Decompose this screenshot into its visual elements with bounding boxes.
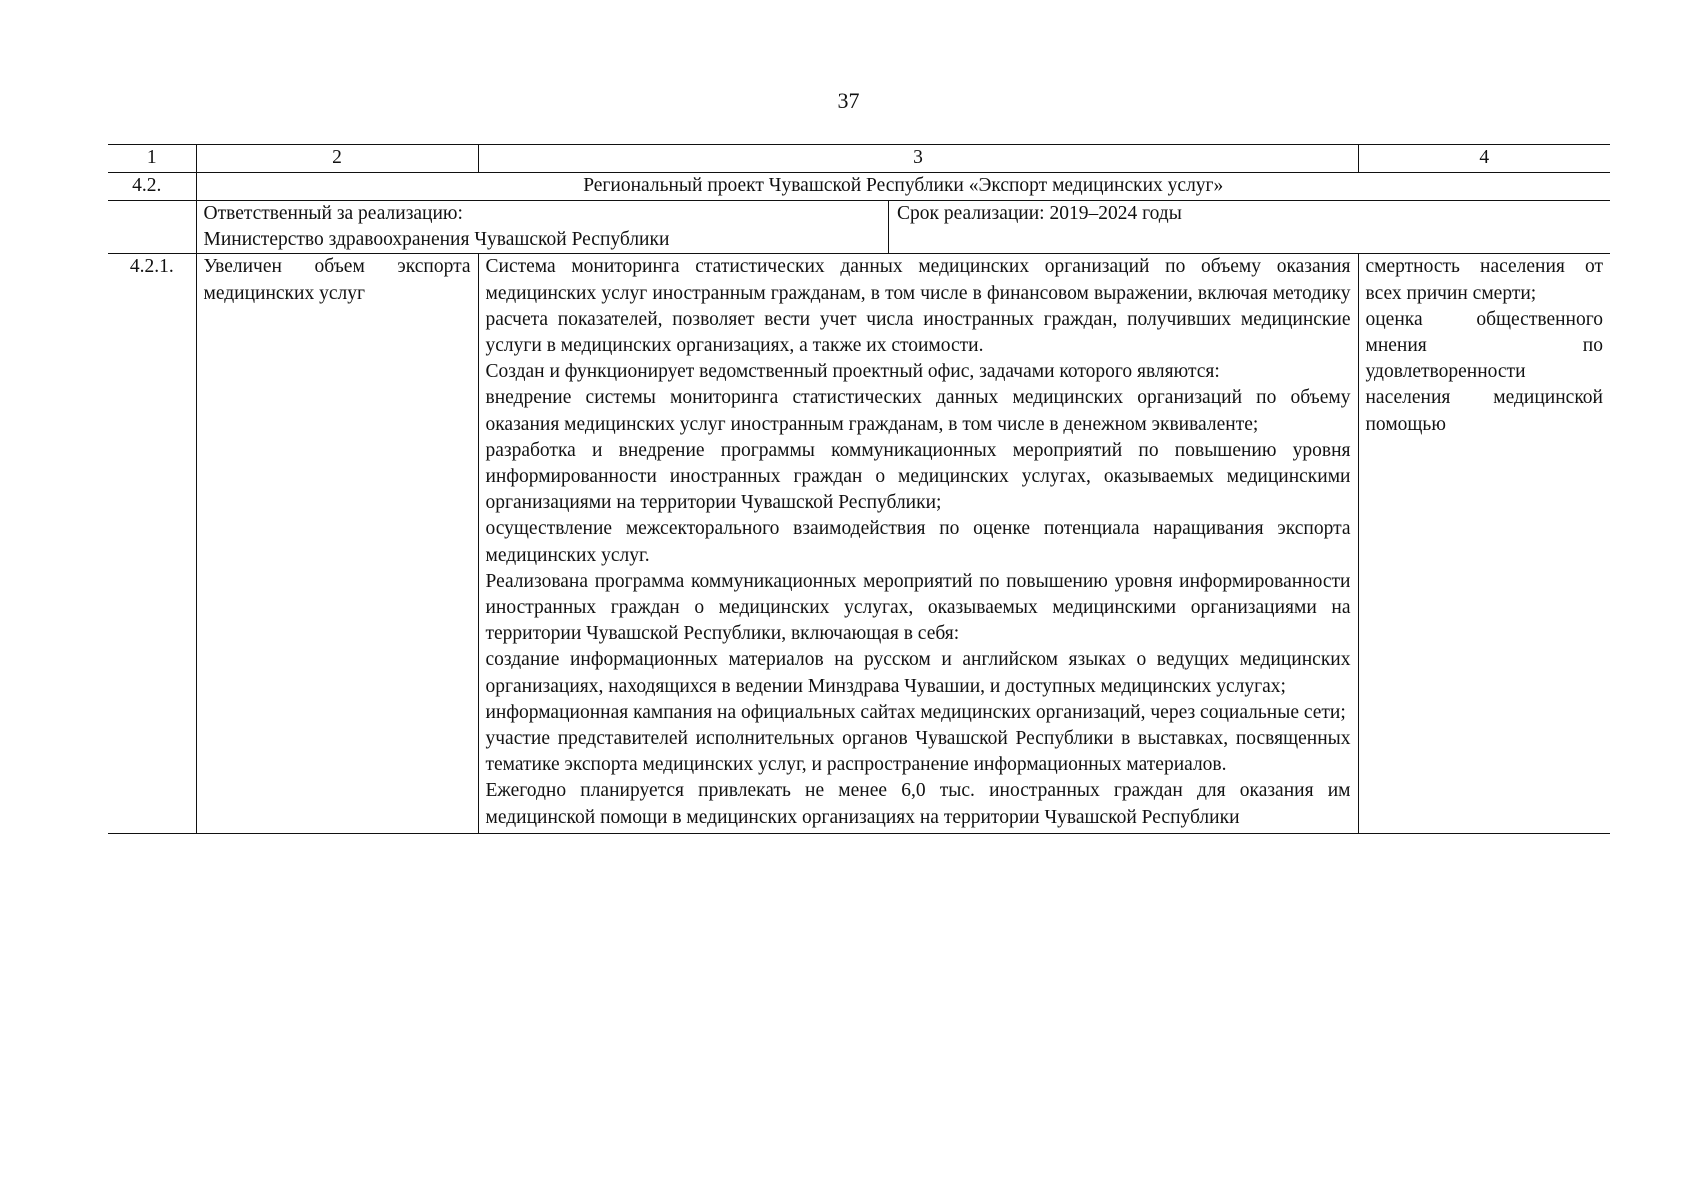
- column-number-row: [108, 145, 1610, 173]
- responsible-ministry: Министерство здравоохранения Чувашской Республики: [203, 229, 670, 251]
- section-title: Региональный проект Чувашской Республики «Экспорт медицинских услуг»: [196, 173, 1610, 201]
- responsible-row: [108, 201, 1610, 254]
- measures-table: [108, 144, 1610, 834]
- responsible-number-cell: [108, 201, 196, 254]
- description-paragraph: участие представителей исполнительных органов Чувашской Республики в выставках, посвященных тематике экспорта медицинских услуг, и распространение информационных материалов.: [485, 728, 1351, 776]
- column-number-3: 3: [478, 145, 1358, 173]
- indicator-item: смертность населения от всех причин смерти;: [1365, 256, 1603, 304]
- description-paragraph: создание информационных материалов на русском и английском языках о ведущих медицинских организациях, находящихся в ведении Минздрава Чувашии, и доступных медицинских услугах;: [485, 649, 1351, 697]
- column-number-4: 4: [1358, 145, 1610, 173]
- description-paragraph: Реализована программа коммуникационных мероприятий по повышению уровня информированности иностранных граждан о медицинских услугах, оказываемых медицинскими организациями на территории Чувашской Республики, включающая в себя:: [485, 570, 1351, 645]
- description-paragraph: Ежегодно планируется привлекать не менее 6,0 тыс. иностранных граждан для оказания им медицинской помощи в медицинских организациях на территории Чувашской Республики: [485, 780, 1351, 828]
- implementation-period: Срок реализации: 2019–2024 годы: [889, 201, 1611, 253]
- column-number-2: 2: [196, 145, 478, 173]
- row-description: [478, 254, 1358, 833]
- description-paragraph: внедрение системы мониторинга статистических данных медицинских организаций по объему оказания медицинских услуг иностранным гражданам, в том числе в денежном эквиваленте;: [485, 387, 1351, 435]
- responsible-block: [197, 201, 889, 253]
- page-number: 37: [837, 88, 860, 113]
- column-number-1: 1: [108, 145, 196, 173]
- description-paragraph: разработка и внедрение программы коммуникационных мероприятий по повышению уровня информированности иностранных граждан о медицинских услугах, оказываемых медицинскими организациями на территории Чувашской Республики;: [485, 439, 1351, 514]
- description-paragraph: Создан и функционирует ведомственный проектный офис, задачами которого являются:: [485, 361, 1220, 383]
- description-paragraph: Система мониторинга статистических данных медицинских организаций по объему оказания медицинских услуг иностранным гражданам, в том числе в финансовом выражении, включая методику расчета показателей, позволяет вести учет числа иностранных граждан, получивших медицинские услуги в медицинских организациях, а также их стоимости.: [485, 256, 1351, 357]
- responsible-cell: [196, 201, 1610, 254]
- row-indicators: [1358, 254, 1610, 833]
- responsible-inner-table: [197, 201, 1611, 253]
- section-number: 4.2.: [108, 173, 196, 201]
- description-paragraph: информационная кампания на официальных сайтах медицинских организаций, через социальные сети;: [485, 701, 1346, 723]
- row-number: 4.2.1.: [108, 254, 196, 833]
- description-paragraph: осуществление межсекторального взаимодействия по оценке потенциала наращивания экспорта медицинских услуг.: [485, 518, 1351, 566]
- table-row: [108, 254, 1610, 833]
- row-result-name: Увеличен объем экспорта медицинских услуг: [196, 254, 478, 833]
- indicator-item: оценка общественного мнения по удовлетворенности населения медицинской помощью: [1365, 308, 1603, 435]
- responsible-label: Ответственный за реализацию:: [203, 203, 463, 224]
- section-row: [108, 173, 1610, 201]
